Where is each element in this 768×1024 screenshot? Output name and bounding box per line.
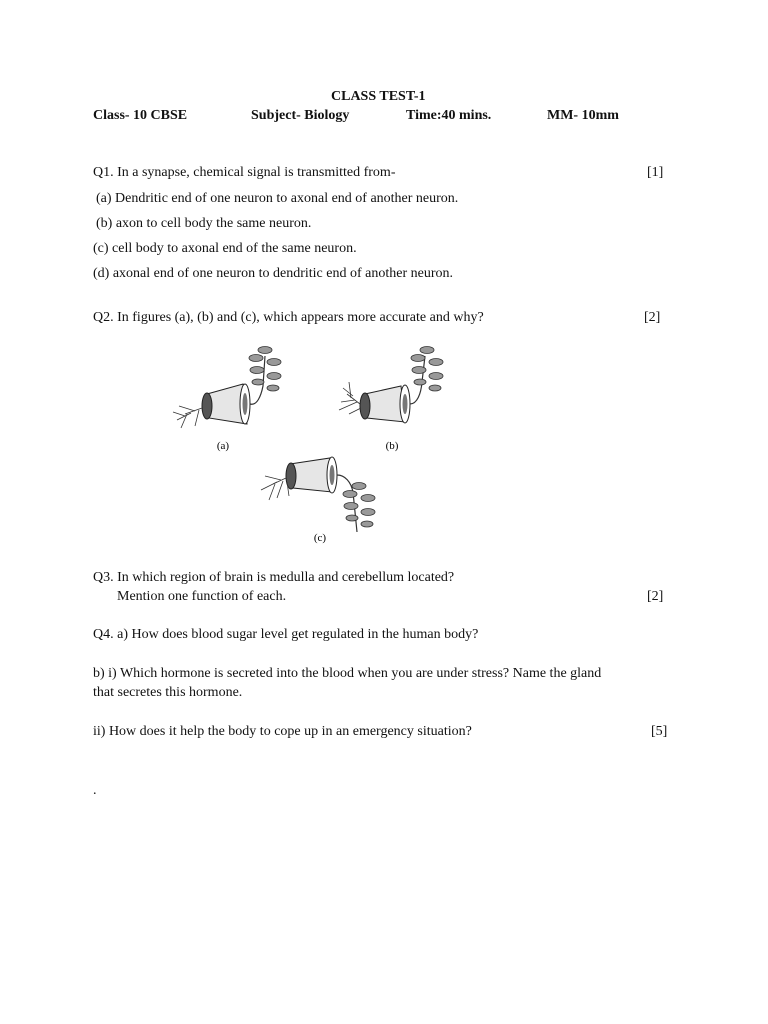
- figure-b: [339, 347, 443, 424]
- q4-part-b-line2: that secretes this hormone.: [93, 685, 243, 700]
- subject-label: Subject- Biology: [251, 108, 350, 123]
- q1-option-a: (a) Dendritic end of one neuron to axonal end of another neuron.: [96, 191, 459, 206]
- figure-b-label: (b): [385, 440, 399, 452]
- q3-question-line1: Q3. In which region of brain is medulla and cerebellum located?: [93, 570, 455, 585]
- q2-question: Q2. In figures (a), (b) and (c), which appears more accurate and why?: [93, 310, 484, 325]
- q1-question: Q1. In a synapse, chemical signal is transmitted from-: [93, 165, 396, 180]
- q4-marks: [5]: [651, 724, 668, 739]
- figure-a: [173, 347, 281, 429]
- q1-option-b: (b) axon to cell body the same neuron.: [96, 216, 312, 231]
- q4-part-b-ii: ii) How does it help the body to cope up in an emergency situation?: [93, 724, 472, 739]
- test-title: CLASS TEST-1: [331, 89, 426, 104]
- figure-a-label: (a): [216, 440, 230, 452]
- q1-marks: [1]: [647, 165, 664, 180]
- figure-c-label: (c): [313, 532, 327, 544]
- max-marks-label: MM- 10mm: [547, 108, 619, 123]
- class-label: Class- 10 CBSE: [93, 108, 188, 123]
- time-label: Time:40 mins.: [406, 108, 492, 123]
- q1-option-c: (c) cell body to axonal end of the same neuron.: [93, 241, 357, 256]
- q3-question-line2: Mention one function of each.: [117, 589, 287, 604]
- footer-dot: .: [93, 783, 97, 798]
- q3-marks: [2]: [647, 589, 664, 604]
- figure-c: [261, 457, 375, 532]
- plant-experiment-illustration: [165, 336, 465, 550]
- plant-experiment-figure: [165, 336, 465, 550]
- q2-marks: [2]: [644, 310, 661, 325]
- q4-part-b-line1: b) i) Which hormone is secreted into the blood when you are under stress? Name the gland: [93, 666, 602, 681]
- q4-part-a: Q4. a) How does blood sugar level get regulated in the human body?: [93, 627, 479, 642]
- q1-option-d: (d) axonal end of one neuron to dendritic end of another neuron.: [93, 266, 453, 281]
